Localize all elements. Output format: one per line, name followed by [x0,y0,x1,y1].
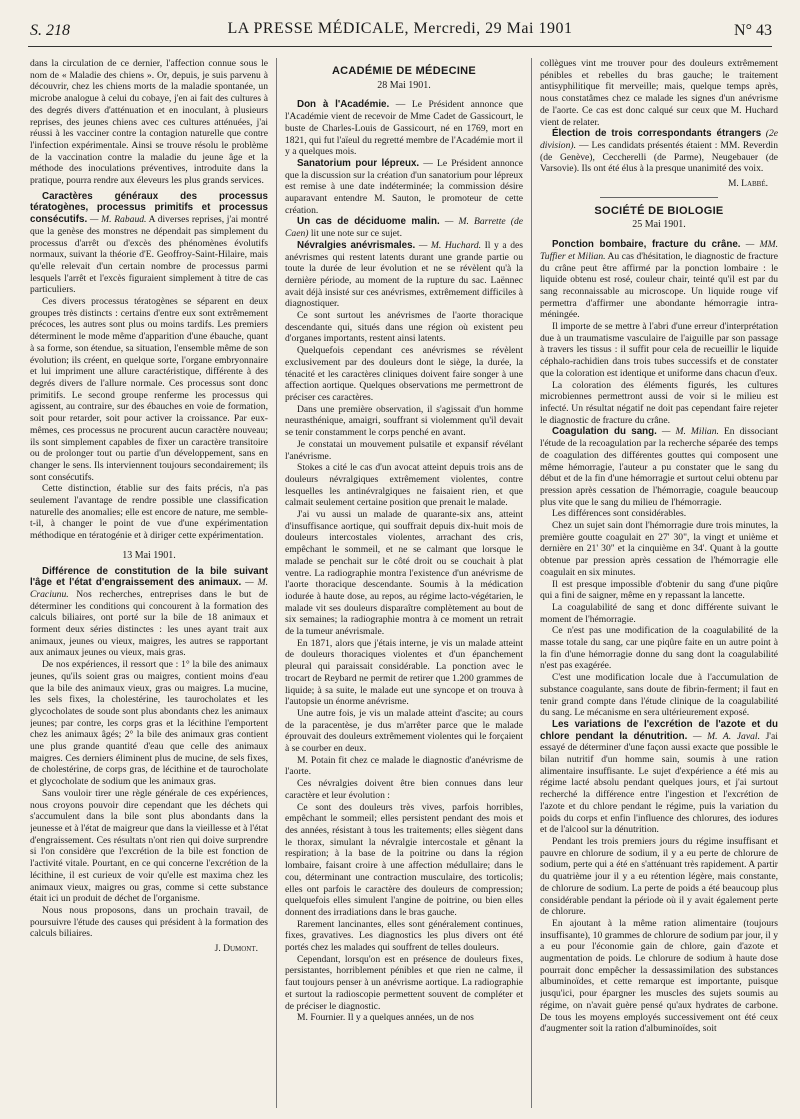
signature: J. Dumont. [214,944,258,955]
paragraph-lead: Au cas d'hésitation, le diagnostic de fracture du crâne peut être affirmé par la ponction lombaire : le liquide obtenu est rosé, couleur chair, teinté qu'il est par du sang reconnaissable au microscope. Un liquide rouge vif permettra d'affirmer une abondante hémorragie intra-méningée. [540,250,778,321]
paragraph: Ce sont des douleurs très vives, parfois horribles, empêchant le sommeil; elles persistent pendant des mois et des années, résistant à tous les traitements; elles siègent dans le thorax, simulant la névralgie intercostale et gênant la respiration; à la base de la poitrine ou dans la région lombaire, faisant croire à une affection médullaire; dans le cou, déterminant une contraction musculaire, des torticolis; elles ont parfois le caractère des douleurs de compression; quelquefois elles simulent l'angine de poitrine, ou bien elles donnent des irradiations dans le bras gauche. [285,801,523,918]
author: — M. Craciunu. [30,577,268,600]
paragraph-lead: lit une note sur ce sujet. [310,228,402,240]
paragraph: Stokes a cité le cas d'un avocat atteint depuis trois ans de douleurs névralgiques extrêmement violentes, contre lesquelles les antinévralgiques ne faisaient rien, et que calmait seulement certaine position que prenait le malade. [285,462,523,509]
column-divider [531,58,532,1108]
paragraph: J'ai vu aussi un malade de quarante-six ans, atteint d'insuffisance aortique, qui souffrait depuis dix-huit mois de douleurs intercostales violentes, arrachant des cris, empêchant le sommeil, et ne se calmant que lorsque le malade se penchait sur le côté droit ou se couchait à plat ventre. La radiographie montra l'existence d'un anévrisme de l'aorte thoracique descendante. Soumis à la médication iodurée à haute dose, au repos, au régime lacto-végétarien, le malade vit ses douleurs disparaître complètement au bout de six semaines; la radiographie montra à ce moment un retrait de la tumeur anévrismale. [285,509,523,638]
paragraph: Sans vouloir tirer une règle générale de ces expériences, nous croyons pouvoir dire cependant que les déchets qui s'accumulent dans la bile sont plus abondants dans la jeunesse et à l'état de maigreur que dans la vieillesse et à l'état d'engraissement. Ces résultats n'ont rien qui doive surprendre si l'on considère que l'excrétion de la bile est fonction de l'activité vitale. Pourtant, en ce qui concerne l'excrétion de la lécithine, il est curieux de voir qu'elle est maxima chez les animaux vieux, maigres ou gras, comme si cette substance était ici un produit de déchet de l'organisme. [30,787,268,905]
article-heading [285,216,523,239]
article-heading [540,719,778,836]
article-heading [30,566,268,660]
article-heading [285,158,523,217]
header-rule [28,46,772,47]
heading-subtext: (2e division). [540,128,778,151]
author: — M. Huchard. [418,239,482,251]
heading-text: Élection de trois correspondants étrangers [552,128,762,140]
column-3 [540,58,778,1108]
paragraph-lead: Il y a des anévrismes qui restent latents durant une grande partie ou toute la durée de leur évolution et ne se révèlent qu'à la dernière période, au moment de la rupture du sac. Laënnec avait déjà insisté sur ces anévrismes, extrêmement difficiles à diagnostiquer. [285,239,523,310]
section-title: SOCIÉTÉ DE BIOLOGIE [594,204,724,217]
paragraph-lead: — Le Président annonce que la discussion sur la création d'un sanatorium pour lépreux est remise à une date indéterminée; la commission désire auparavant entendre M. Sauton, le promoteur de cette création. [285,157,523,216]
paragraph: M. Potain fit chez ce malade le diagnostic d'anévrisme de l'aorte. [285,754,523,778]
heading-text: Don à l'Académie. [297,99,390,111]
paragraph: Chez un sujet sain dont l'hémorragie dure trois minutes, la première goutte coagulait en 27' 30", la vingt et unième et dernière en 21' 30" et la cinquième en 34'. Quant à la goutte obtenue par pression après cessation de l'hémorragie elle coagulait en six minutes. [540,520,778,578]
section-title: ACADÉMIE DE MÉDECINE [331,65,477,77]
paragraph: Ce n'est pas une modification de la coagulabilité de la masse totale du sang, car une piqûre faite en un autre point à la fin d'une hémorragie donne du sang dont la coagulabilité n'est pas exagérée. [540,625,778,672]
author: — MM. Tuffier et Milian. [540,239,778,262]
paragraph: Je constatai un mouvement pulsatile et expansif révélant l'anévrisme. [285,438,523,462]
paragraph-lead: Nos recherches, entreprises dans le but de déterminer les conditions qui concourent à la formation des calculs biliaires, ont porté sur la bile de 18 animaux et forment deux séries distinctes : les unes ayant trait aux animaux, jeunes ou vieux, maigres, les autres se rapportant aux animaux jeunes ou vieux, mais gras. [30,588,268,659]
column-1 [30,58,268,1108]
paragraph: Nous nous proposons, dans un prochain travail, de poursuivre l'étude des causes qui président à la formation des calculs biliaires. [30,904,268,940]
heading-text: Les variations de l'excrétion de l'azote et du chlore pendant la dénutrition. [540,718,778,742]
paragraph: Il est presque impossible d'obtenir du sang d'une piqûre qui a fini de saigner, même en y repassant la lancette. [540,578,778,602]
article-heading [30,191,268,296]
heading-text: Coagulation du sang. [552,426,657,438]
author: — M. Rabaud. [89,214,147,226]
column-divider [276,58,277,1108]
paragraph-lead: A diverses reprises, j'ai montré que la genèse des monstres ne dépendait pas simplement du processus d'arrêt ou d'excès des phénomènes évolutifs normaux, suivant la théorie d'E. Geoffroy-Saint-Hilaire, mais qu'elle relevait d'un certain nombre de processus parmi lesquels l'arrêt et l'excès figuraient simplement à titre de cas particuliers. [30,214,268,296]
paragraph: La coloration des éléments figurés, les cultures microbiennes permettront aussi de voir si le milieu est infecté. Un résultat négatif ne doit pas cependant faire rejeter le diagnostic de fracture du crâne. [540,379,778,426]
column-2 [285,58,523,1108]
author: — M. Barrette (de Caen) [285,216,523,240]
page-header [0,0,800,52]
author: — M. A. Javal. [692,730,760,742]
signature: M. Labbé. [727,179,768,190]
journal-title: LA PRESSE MÉDICALE, Mercredi, 29 Mai 1901 [227,20,573,37]
article-heading [285,99,523,158]
paragraph: Cependant, lorsqu'on est en présence de douleurs fixes, persistantes, horriblement pénibles et que rien ne calme, il faut toujours penser à un anévrisme aortique. La radiographie et surtout la radioscopie permettent souvent de compléter et de préciser le diagnostic. [285,953,523,1012]
paragraph: M. Fournier. Il y a quelques années, un de nos [297,1012,474,1024]
paragraph: collègues vint me trouver pour des douleurs extrêmement pénibles et rebelles du bras gauche; le traitement antisyphilitique fit merveille; mais, quelque temps après, nous constatâmes chez ce malade les signes d'un anévrisme de l'aorte. Ce cas est donc calqué sur ceux que M. Huchard vient de relater. [540,58,778,128]
author: — M. Milian. [661,426,719,438]
paragraph: Rarement lancinantes, elles sont généralement continues, fixes, gravatives. Les diagnostics les plus divers ont été portés chez les malades qui souffrent de telles douleurs. [285,918,523,954]
paragraph: Il importe de se mettre à l'abri d'une erreur d'interprétation due à un traumatisme vasculaire de l'aiguille par son passage à travers les tissus : il suffit pour cela de recueillir le liquide céphalo-rachidien dans trois tubes successifs et de constater que la coloration est identique et uniforme dans chacun d'eux. [540,321,778,379]
section-date: 28 Mai 1901. [377,79,431,91]
page-number: S. 218 [30,22,70,39]
paragraph: Dans une première observation, il s'agissait d'un homme neurasthénique, amaigri, souffrant si violemment qu'il devait se tenir constamment le corps penché en avant. [285,403,523,439]
paragraph: Les différences sont considérables. [552,508,687,520]
heading-text: Sanatorium pour lépreux. [297,157,420,169]
paragraph: La coagulabilité de sang et donc différente suivant le moment de l'hémorragie. [540,601,778,625]
paragraph-lead: En dissociant l'étude de la recoagulation par la recherche séparée des temps de coagulation des différentes gouttes qui composent une même hémorragie, l'auteur a pu constater que le sang du début et de la fin d'une hémorragie et surtout celui obtenu par pression après cessation de l'hémorragie, coagule beaucoup plus vite que le sang du milieu de l'hémorragie. [540,426,778,508]
article-heading [540,128,778,175]
paragraph: Quelquefois cependant ces anévrismes se révèlent exclusivement par des douleurs dont le siège, la durée, la ténacité et les caractères cliniques doivent faire songer à une affection aortique. Quelques observations me permettront de préciser ces caractères. [285,345,523,403]
section-date: 25 Mai 1901. [632,219,686,231]
paragraph: En ajoutant à la même ration alimentaire (toujours insuffisante), 10 grammes de chlorure de sodium par jour, il y a eu pour l'économie gain de chlore, gain d'azote et augmentation de poids. Le chlorure de sodium à haute dose pourrait donc empêcher la dessassimilation des substances albuminoïdes, et cette remarque est importante, puisque jusqu'ici, pour épargner les muscles des sujets soumis au régime, on n'avait guère pensé qu'aux hydrates de carbone. De tous les moyens employés successivement ont été ceux d'augmenter soit la ration d'albuminoïdes, soit [540,917,778,1035]
paragraph: Ces névralgies doivent être bien connues dans leur caractère et leur évolution : [285,778,523,801]
paragraph-lead: — Le Président annonce que l'Académie vient de recevoir de Mme Cadet de Gassicourt, le buste de Charles-Louis de Gassicourt, né en 1769, mort en 1821, qui fut l'aïeul du regretté membre de l'Académie mort il y a quelques mois. [285,99,523,158]
heading-text: Un cas de déciduome malin. [297,216,440,228]
section-date: 13 Mai 1901. [122,549,176,561]
section-divider [600,197,718,198]
article-heading [540,426,778,508]
paragraph: Pendant les trois premiers jours du régime insuffisant et pauvre en chlorure de sodium, il y a eu perte de chlorure de sodium, perte qui a été en s'atténuant très rapidement. A partir du quatrième jour il y a eu rétention légère, mais constante, de chlorure de sodium. La perte de poids a été beaucoup plus considérable pendant la période où il y avait également perte de chlorure. [540,836,778,918]
heading-text: Ponction bombaire, fracture du crâne. [552,239,741,251]
heading-text: Névralgies anévrismales. [297,239,416,251]
paragraph: Une autre fois, je vis un malade atteint d'ascite; au cours de la paracentèse, je dus m'arrêter parce que le malade éprouvait des douleurs extrêmement violentes qui le forçaient à se courber en deux. [285,707,523,755]
heading-text: Caractères généraux des processus tératogènes, processus primitifs et processus consécutifs. [30,190,268,226]
paragraph: dans la circulation de ce dernier, l'affection connue sous le nom de « Maladie des chiens ». Or, depuis, je suis parvenu à découvrir, chez les chiens morts de la maladie spontanée, un microbe analogue à celui du cobaye, j'en ai fait des cultures à des degrés divers d'atténuation et en inoculant, à plusieurs reprises, des jeunes chiens avec ces cultures atténuées, j'ai réussi à les vacciner contre la contagion naturelle que contre l'infection expérimentale. Ainsi se trouve résolu le problème de la vaccination contre la maladie du jeune âge et la méthode des inoculations préventives, introduite dans la pratique, pourra rendre aux éleveurs les plus grands services. [30,58,268,187]
paragraph: Ce sont surtout les anévrismes de l'aorte thoracique descendante qui, situés dans une région où existent peu d'organes importants, restent ainsi latents. [285,310,523,345]
article-heading [285,240,523,310]
paragraph: De nos expériences, il ressort que : 1° la bile des animaux jeunes, qu'ils soient gras ou maigres, contient moins d'eau que la bile des animaux vieux, gras ou maigres. La mucine, les sels fixes, la cholestérine, les taurocholates et les glycocholates de soude sont plus abondants chez les animaux jeunes; par contre, les corps gras et la lécithine l'emportent chez les animaux âgés; 2° la bile des animaux gras contient une plus grande quantité d'eau que celle des animaux maigres. Ces derniers éliminent plus de mucine, de sels fixes, de cholestérine, de corps gras, de lécithine et de taurocholate et glycocholate de sodium que les animaux gras. [30,659,268,788]
paragraph: En 1871, alors que j'étais interne, je vis un malade atteint de douleurs thoraciques violentes et d'un épanchement pleural qui paraissait considérable. La ponction avec le trocart de Reybard ne permit de retirer que 1.200 grammes de liquide; à sa suite, le malade eut une syncope et on trouva à l'autopsie un énorme anévrisme. [285,637,523,708]
issue-number: N° 43 [734,22,772,39]
paragraph: Cette distinction, établie sur des faits précis, n'a pas seulement l'avantage de rendre possible une classification naturelle des anomalies; elle est encore de nature, me semble-t-il, à changer le point de vue d'une expérimentation méthodique en tératogénie et à diriger cette expérimentation. [30,483,268,542]
paragraph-lead: — Les candidats présentés étaient : MM. Reverdin (de Genève), Ceccherelli (de Parme), Neugebauer (de Varsovie). Ils ont été élus à la presque unanimité des voix. [540,139,778,175]
heading-text: Différence de constitution de la bile suivant l'âge et l'état d'engraissement des animaux. [30,565,268,589]
paragraph: C'est une modification locale due à l'accumulation de substance coagulante, sans doute de fibrin-ferment; il faut en tenir grand compte dans l'étude clinique de la coagulabilité du sang. Le mécanisme en sera ultérieurement exposé. [540,672,778,719]
paragraph-lead: J'ai essayé de déterminer d'une façon aussi exacte que possible le bilan nutritif d'un homme sain, soumis à une ration alimentaire insuffisante. Le sujet d'expérience a été mis au régime lacté absolu pendant quelques jours, et j'ai surtout recherché la différence entre l'ingestion et l'excrétion de l'azote et du chlore pendant le régime, puis la variation du poids du corps et enfin l'influence des chlorures, des iodures et de l'alcool sur la dénutrition. [540,730,778,836]
article-heading [540,239,778,321]
paragraph: Ces divers processus tératogènes se séparent en deux groupes très distincts : certains d'entre eux sont extrêmement précoces, les autres sont plus ou moins tardifs. Les premiers déterminent le mode même d'apparition d'une ébauche, quant à sa forme, son étendue, sa situation, l'ensemble même de son évolution; ils créent, en quelque sorte, l'organe embryonnaire et lui impriment une allure caractéristique, différente à des degrés divers de l'allure normale. Ces processus sont donc primitifs. Le second groupe renferme les processus qui agissent, au contraire, sur des ébauches en voie de formation, soit pour retarder, soit pour activer la croissance. Par eux-mêmes, ces processus ne procurent aucun caractère nouveau; ils sont simplement capables de fixer un caractère transitoire ou de prolonger tout ou partie d'un développement, sans en changer le sens. Ils interviennent toujours secondairement; ils sont consécutifs. [30,296,268,483]
